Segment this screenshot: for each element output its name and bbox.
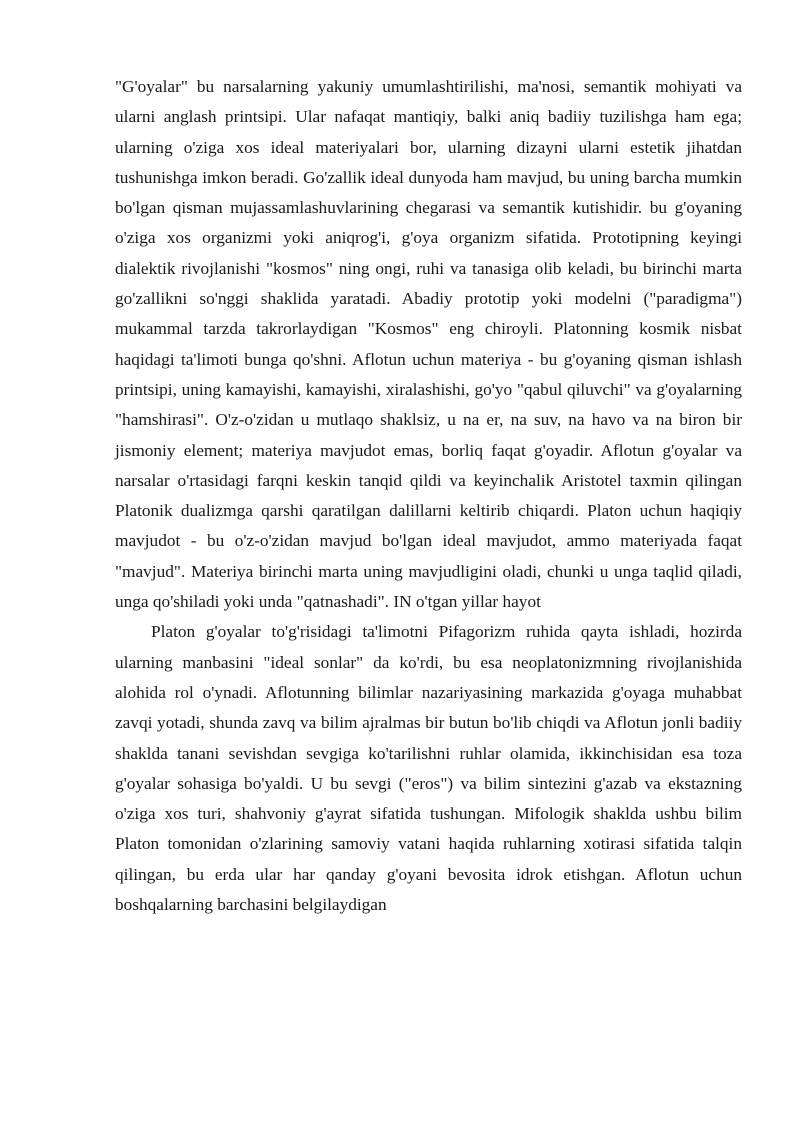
document-page <box>115 72 742 920</box>
paragraph-2: Platon g'oyalar to'g'risidagi ta'limotni Pifagorizm ruhida qayta ishladi, hozirda ularning manbasini "ideal sonlar" da ko'rdi, bu esa neoplatonizmning rivojlanishida alohida rol o'ynadi. Aflotunning bilimlar nazariyasining markazida g'oyaga muhabbat zavqi yotadi, shunda zavq va bilim ajralmas bir butun bo'lib chiqdi va Aflotun jonli badiiy shaklda tanani sevishdan sevgiga ko'tarilishni ruhlar olamida, ikkinchisidan esa toza g'oyalar sohasiga bo'yaldi. U bu sevgi ("eros") va bilim sintezini g'azab va ekstazning o'ziga xos turi, shahvoniy g'ayrat sifatida tushungan. Mifologik shaklda ushbu bilim Platon tomonidan o'zlarining samoviy vatani haqida ruhlarning xotirasi sifatida talqin qilingan, bu erda ular har qanday g'oyani bevosita idrok etishgan. Aflotun uchun boshqalarning barchasini belgilaydigan <box>115 622 742 915</box>
paragraph-1: "G'oyalar" bu narsalarning yakuniy umumlashtirilishi, ma'nosi, semantik mohiyati va ularni anglash printsipi. Ular nafaqat mantiqiy, balki aniq badiiy tuzilishga ham ega; ularning o'ziga xos ideal materiyalari bor, ularning dizayni ularni estetik jihatdan tushunishga imkon beradi. Go'zallik ideal dunyoda ham mavjud, bu uning barcha mumkin bo'lgan qisman mujassamlashuvlarining chegarasi va semantik kutishidir. bu g'oyaning o'ziga xos organizmi yoki aniqrog'i, g'oya organizm sifatida. Prototipning keyingi dialektik rivojlanishi "kosmos" ning ongi, ruhi va tanasiga olib keladi, bu birinchi marta go'zallikni so'nggi shaklida yaratadi. Abadiy prototip yoki modelni ("paradigma") mukammal tarzda takrorlaydigan "Kosmos" eng chiroyli. Platonning kosmik nisbat haqidagi ta'limoti bunga qo'shni. Aflotun uchun materiya - bu g'oyaning qisman ishlash printsipi, uning kamayishi, kamayishi, xiralashishi, go'yo "qabul qiluvchi" va g'oyalarning "hamshirasi". O'z-o'zidan u mutlaqo shaklsiz, u na er, na suv, na havo va na biron bir jismoniy element; materiya mavjudot emas, borliq faqat g'oyadir. Aflotun g'oyalar va narsalar o'rtasidagi farqni keskin tanqid qildi va keyinchalik Aristotel taxmin qilingan Platonik dualizmga qarshi qaratilgan dalillarni keltirib chiqardi. Platon uchun haqiqiy mavjudot - bu o'z-o'zidan mavjud bo'lgan ideal mavjudot, ammo materiyada faqat "mavjud". Materiya birinchi marta uning mavjudligini oladi, chunki u unga taqlid qiladi, unga qo'shiladi yoki unda "qatnashadi". IN o'tgan yillar hayot <box>115 77 742 612</box>
